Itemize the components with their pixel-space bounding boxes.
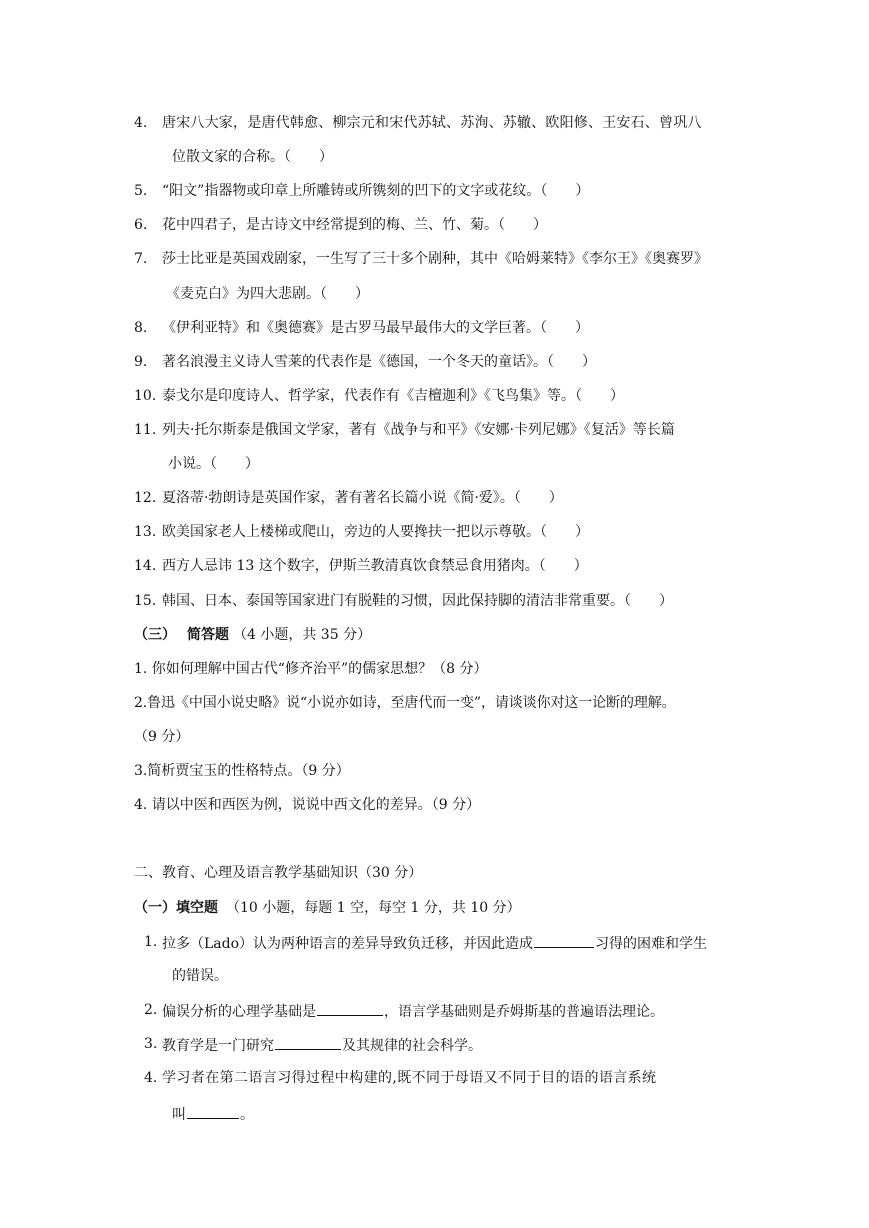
item-text: 著名浪漫主义诗人雪莱的代表作是《德国，一个冬天的童话》。（ ） bbox=[162, 354, 596, 370]
answer-blank[interactable] bbox=[187, 1104, 239, 1119]
question-2-score: （9 分） bbox=[134, 729, 190, 745]
item-number: 13. bbox=[134, 524, 157, 540]
question-4: 4. 请以中医和西医为例，说说中西文化的差异。（9 分） bbox=[134, 797, 481, 813]
item-text: 位散文家的合称。（ ） bbox=[172, 149, 333, 165]
fill-text: 及其规律的社会科学。 bbox=[342, 1038, 482, 1054]
fill-number: 4. bbox=[144, 1070, 158, 1086]
fill-text: 偏误分析的心理学基础是 bbox=[162, 1004, 316, 1020]
fill-text: 教育学是一门研究 bbox=[162, 1038, 274, 1054]
fill-text: 。 bbox=[240, 1107, 254, 1123]
item-text: 《麦克白》为四大悲剧。（ ） bbox=[166, 286, 369, 302]
item-text: 欧美国家老人上楼梯或爬山，旁边的人要搀扶一把以示尊敬。（ ） bbox=[162, 524, 589, 540]
item-text: 莎士比亚是英国戏剧家，一生写了三十多个剧种，其中《哈姆莱特》《李尔王》《奥赛罗》 bbox=[162, 251, 708, 267]
answer-blank[interactable] bbox=[275, 1035, 341, 1050]
section-heading: 简答题 bbox=[187, 627, 229, 643]
item-number: 8. bbox=[134, 320, 148, 336]
item-number: 10. bbox=[134, 388, 157, 404]
section-number: （三） bbox=[134, 627, 176, 643]
fill-text: 的错误。 bbox=[172, 968, 228, 984]
item-text: 花中四君子，是古诗文中经常提到的梅、兰、竹、菊。（ ） bbox=[162, 217, 547, 233]
fill-question-4-cont bbox=[172, 1104, 254, 1124]
fill-number: 3. bbox=[144, 1036, 158, 1052]
fill-text: 叫 bbox=[172, 1107, 186, 1123]
item-text: 韩国、日本、泰国等国家进门有脱鞋的习惯，因此保持脚的清洁非常重要。（ ） bbox=[162, 593, 673, 609]
answer-blank[interactable] bbox=[534, 933, 594, 948]
fill-heading: （一）填空题 bbox=[134, 900, 218, 916]
item-text: 列夫·托尔斯泰是俄国文学家，著有《战争与和平》《安娜·卡列尼娜》《复活》等长篇 bbox=[162, 422, 675, 438]
item-number: 14. bbox=[134, 558, 157, 574]
part-title: 二、教育、心理及语言教学基础知识（30 分） bbox=[134, 865, 423, 881]
item-number: 7. bbox=[134, 251, 148, 267]
item-number: 6. bbox=[134, 217, 148, 233]
item-number: 9. bbox=[134, 354, 148, 370]
fill-text: 习得的困难和学生 bbox=[595, 936, 708, 952]
section-note: （4 小题，共 35 分） bbox=[233, 627, 372, 643]
item-text: 小说。（ ） bbox=[168, 456, 259, 472]
item-text: 西方人忌讳 13 这个数字，伊斯兰教清真饮食禁忌食用猪肉。（ ） bbox=[162, 558, 588, 574]
fill-number: 1. bbox=[144, 934, 158, 950]
item-number: 4. bbox=[134, 115, 148, 131]
item-text: 唐宋八大家，是唐代韩愈、柳宗元和宋代苏轼、苏洵、苏辙、欧阳修、王安石、曾巩八 bbox=[162, 115, 702, 131]
item-text: 夏洛蒂·勃朗诗是英国作家，著有著名长篇小说《简·爱》。（ ） bbox=[162, 490, 563, 506]
fill-question-1 bbox=[162, 933, 707, 953]
fill-text: ，语言学基础则是乔姆斯基的普遍语法理论。 bbox=[384, 1004, 664, 1020]
fill-question-2 bbox=[162, 1001, 664, 1021]
item-text: 《伊利亚特》和《奥德赛》是古罗马最早最伟大的文学巨著。（ ） bbox=[162, 320, 589, 336]
question-2: 2.鲁迅《中国小说史略》说“小说亦如诗，至唐代而一变”，请谈谈你对这一论断的理解。 bbox=[134, 695, 676, 711]
question-1: 1. 你如何理解中国古代“修齐治平”的儒家思想？（8 分） bbox=[134, 661, 488, 677]
item-number: 15. bbox=[134, 593, 157, 609]
fill-note: （10 小题，每题 1 空，每空 1 分，共 10 分） bbox=[226, 900, 521, 916]
fill-number: 2. bbox=[144, 1002, 158, 1018]
item-number: 12. bbox=[134, 490, 157, 506]
item-text: 泰戈尔是印度诗人、哲学家，代表作有《吉檀迦利》《飞鸟集》等。（ ） bbox=[162, 388, 624, 404]
answer-blank[interactable] bbox=[317, 1001, 383, 1016]
item-number: 11. bbox=[134, 422, 157, 438]
fill-question-4: 学习者在第二语言习得过程中构建的,既不同于母语又不同于目的语的语言系统 bbox=[162, 1070, 657, 1086]
item-text: “阳文”指器物或印章上所雕铸或所镌刻的凹下的文字或花纹。（ ） bbox=[162, 183, 590, 199]
item-number: 5. bbox=[134, 183, 148, 199]
fill-text: 拉多（Lado）认为两种语言的差异导致负迁移，并因此造成 bbox=[162, 936, 534, 952]
fill-question-3 bbox=[162, 1035, 482, 1055]
question-3: 3.简析贾宝玉的性格特点。（9 分） bbox=[134, 763, 350, 779]
